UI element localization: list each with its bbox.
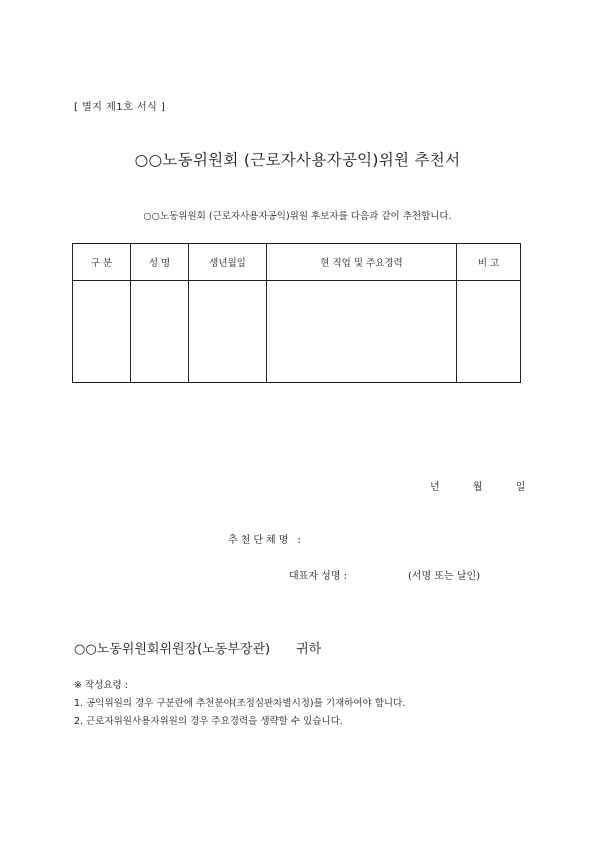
date-line	[430, 478, 525, 493]
note-item: 2. 근로자위원사용자위원의 경우 주요경력을 생략할 수 있습니다.	[74, 716, 343, 727]
date-day: 일	[515, 482, 526, 493]
document-title: ○○노동위원회 (근로자사용자공익)위원 추천서	[134, 151, 461, 169]
addressee-name: ○○노동위원회위원장(노동부장관)	[74, 642, 271, 657]
addressee	[74, 638, 321, 657]
date-month: 월	[472, 482, 483, 493]
form-number: [ 별지 제1호 서식 ]	[74, 102, 166, 113]
date-year: 년	[430, 482, 440, 493]
recommending-org-label: 추천단체명 :	[228, 535, 304, 546]
table-header-row	[73, 244, 521, 281]
header-occupation-career: 현 직업 및 주요경력	[267, 244, 457, 281]
header-category: 구 분	[73, 244, 131, 281]
cell-category[interactable]	[73, 281, 131, 383]
addressee-honorific: 귀하	[296, 642, 322, 657]
cell-birthdate[interactable]	[189, 281, 267, 383]
candidate-table	[72, 243, 521, 383]
header-birthdate: 생년월일	[189, 244, 267, 281]
cell-occupation-career[interactable]	[267, 281, 457, 383]
table-row	[73, 281, 521, 383]
intro-text: ○○노동위원회 (근로자사용자공익)위원 후보자를 다음과 같이 추천합니다.	[143, 211, 452, 222]
cell-name[interactable]	[131, 281, 189, 383]
notes-heading: ※ 작성요령 :	[74, 680, 128, 691]
signature-hint: (서명 또는 날인)	[408, 571, 481, 582]
representative-label: 대표자 성명 :	[289, 571, 348, 582]
header-remarks: 비 고	[457, 244, 521, 281]
note-item: 1. 공익위원의 경우 구분란에 추천분야(조정심판차별시정)를 기재하여야 합니다.	[74, 698, 406, 709]
header-name: 성 명	[131, 244, 189, 281]
cell-remarks[interactable]	[457, 281, 521, 383]
